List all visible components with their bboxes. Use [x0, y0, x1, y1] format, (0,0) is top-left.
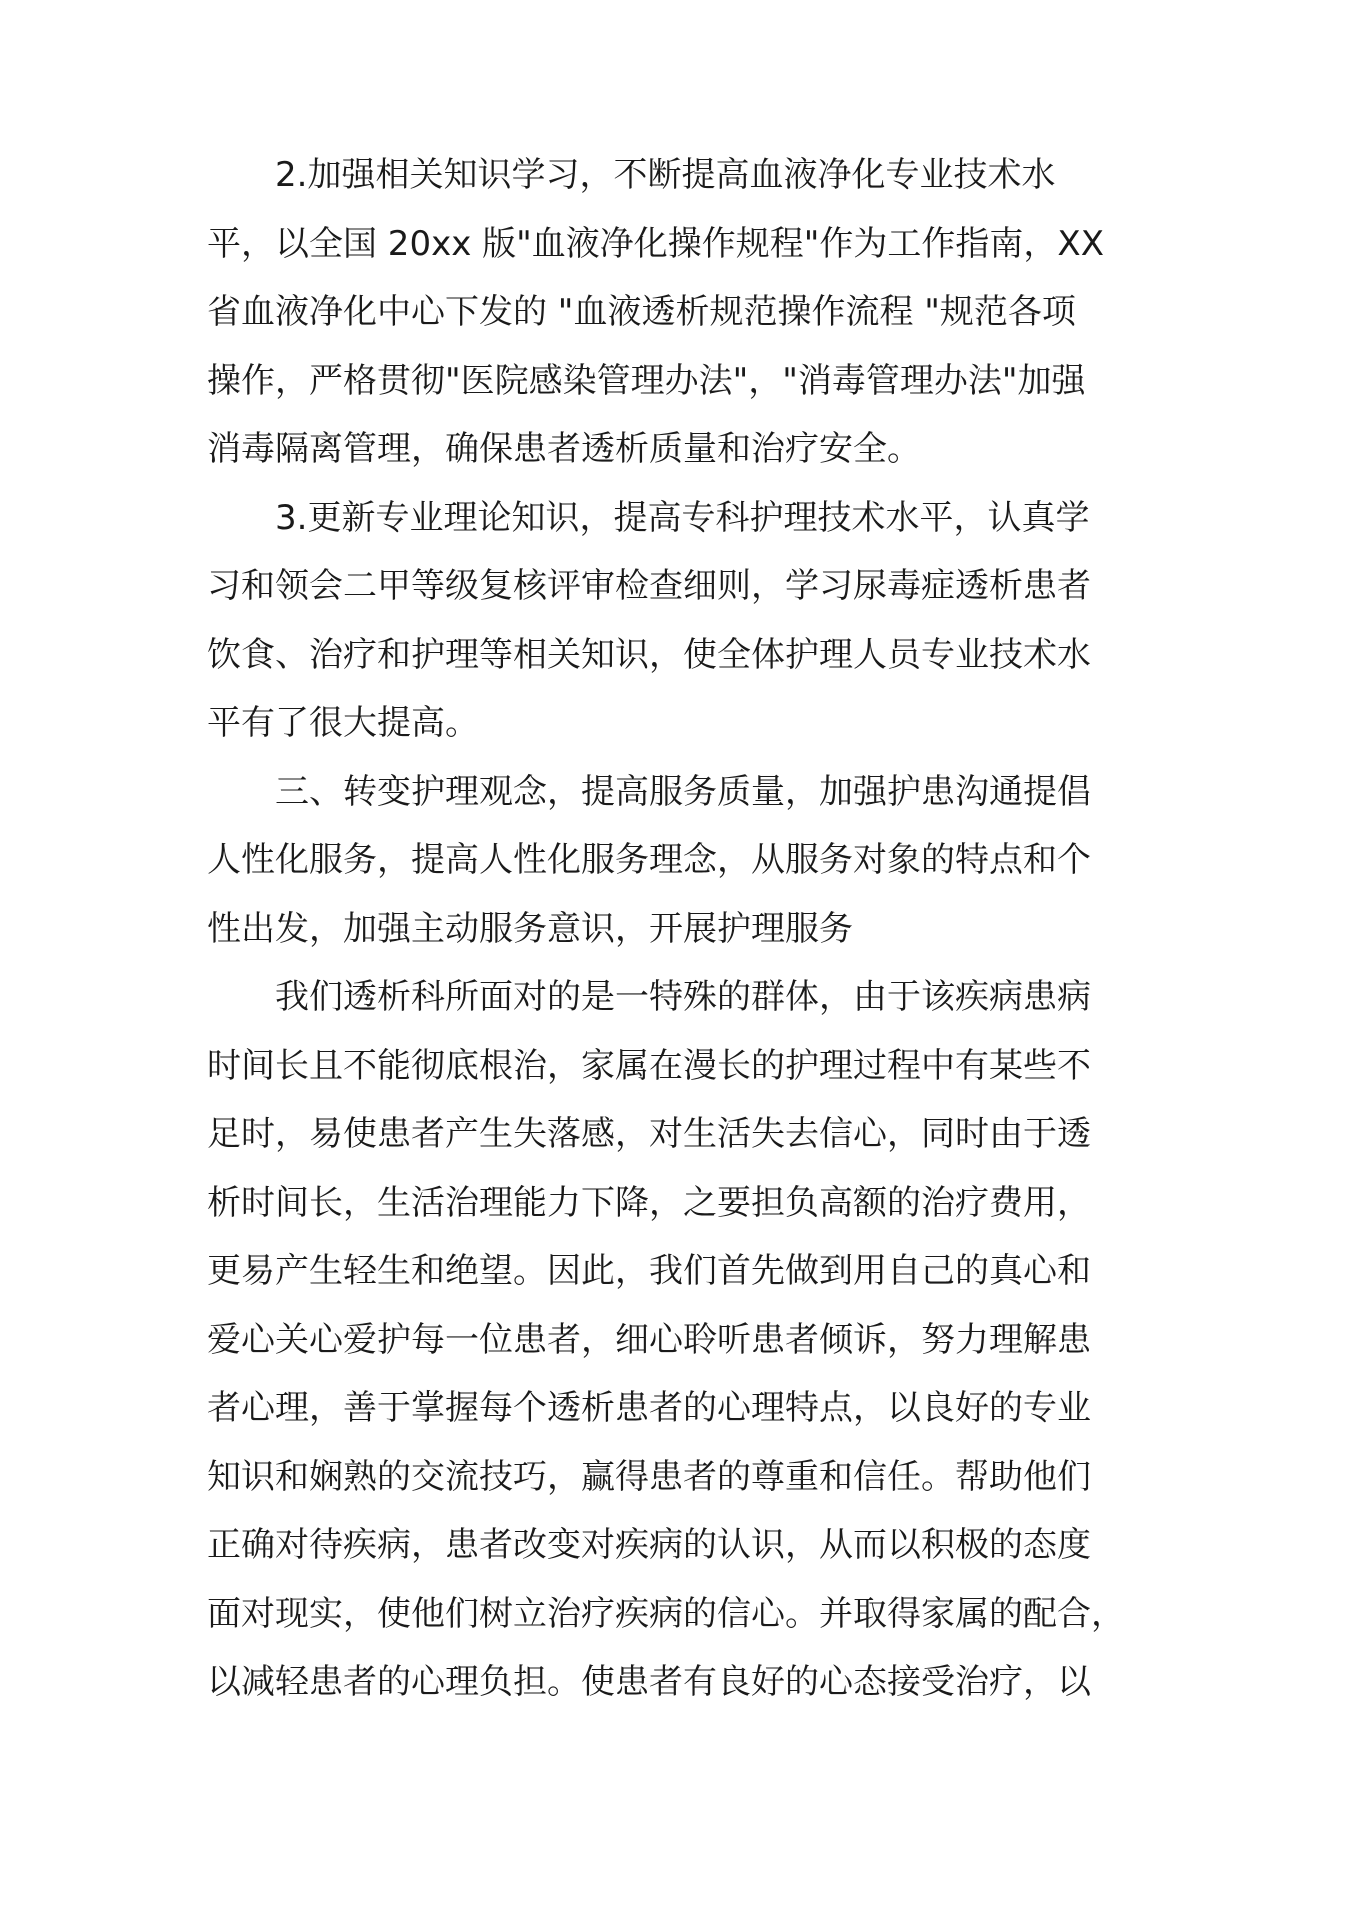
text-line: 省血液净化中心下发的 "血液透析规范操作流程 "规范各项 — [207, 292, 1076, 332]
text-line: 时间长且不能彻底根治，家属在漫长的护理过程中有某些不 — [207, 1045, 1091, 1086]
text-line: 3.更新专业理论知识，提高专科护理技术水平，认真学 — [275, 497, 1090, 538]
paragraph-section-three — [207, 758, 1167, 964]
text-line: 人性化服务，提高人性化服务理念，从服务对象的特点和个 — [207, 840, 1091, 880]
text-line: 三、转变护理观念，提高服务质量，加强护患沟通提倡 — [275, 771, 1091, 812]
text-line: 面对现实，使他们树立治疗疾病的信心。并取得家属的配合， — [207, 1593, 1125, 1634]
text-line: 平，以全国 20xx 版"血液净化操作规程"作为工作指南，XX — [207, 223, 1104, 264]
text-line: 操作，严格贯彻"医院感染管理办法"，"消毒管理办法"加强 — [207, 360, 1086, 401]
text-line: 2.加强相关知识学习，不断提高血液净化专业技术水 — [275, 155, 1056, 195]
document-body — [207, 141, 1167, 1717]
text-line: 足时，易使患者产生失落感，对生活失去信心，同时由于透 — [207, 1114, 1091, 1154]
text-line: 以减轻患者的心理负担。使患者有良好的心态接受治疗，以 — [207, 1662, 1091, 1702]
text-line: 我们透析科所面对的是一特殊的群体，由于该疾病患病 — [275, 977, 1091, 1017]
text-line: 知识和娴熟的交流技巧，赢得患者的尊重和信任。帮助他们 — [207, 1456, 1091, 1497]
text-line: 饮食、治疗和护理等相关知识，使全体护理人员专业技术水 — [207, 634, 1091, 675]
text-line: 析时间长，生活治理能力下降，之要担负高额的治疗费用， — [207, 1182, 1091, 1223]
text-line: 习和领会二甲等级复核评审检查细则，学习尿毒症透析患者 — [207, 566, 1091, 606]
text-line: 平有了很大提高。 — [207, 703, 479, 743]
text-line: 消毒隔离管理，确保患者透析质量和治疗安全。 — [207, 429, 921, 469]
paragraph-knowledge-learning — [207, 141, 1167, 484]
text-line: 正确对待疾病，患者改变对疾病的认识，从而以积极的态度 — [207, 1525, 1091, 1565]
text-line: 爱心关心爱护每一位患者，细心聆听患者倾诉，努力理解患 — [207, 1319, 1091, 1360]
text-line: 更易产生轻生和绝望。因此，我们首先做到用自己的真心和 — [207, 1251, 1091, 1291]
text-line: 性出发，加强主动服务意识，开展护理服务 — [207, 908, 853, 949]
paragraph-patient-care — [207, 963, 1167, 1717]
text-line: 者心理，善于掌握每个透析患者的心理特点，以良好的专业 — [207, 1388, 1091, 1428]
paragraph-theory-update — [207, 484, 1167, 758]
